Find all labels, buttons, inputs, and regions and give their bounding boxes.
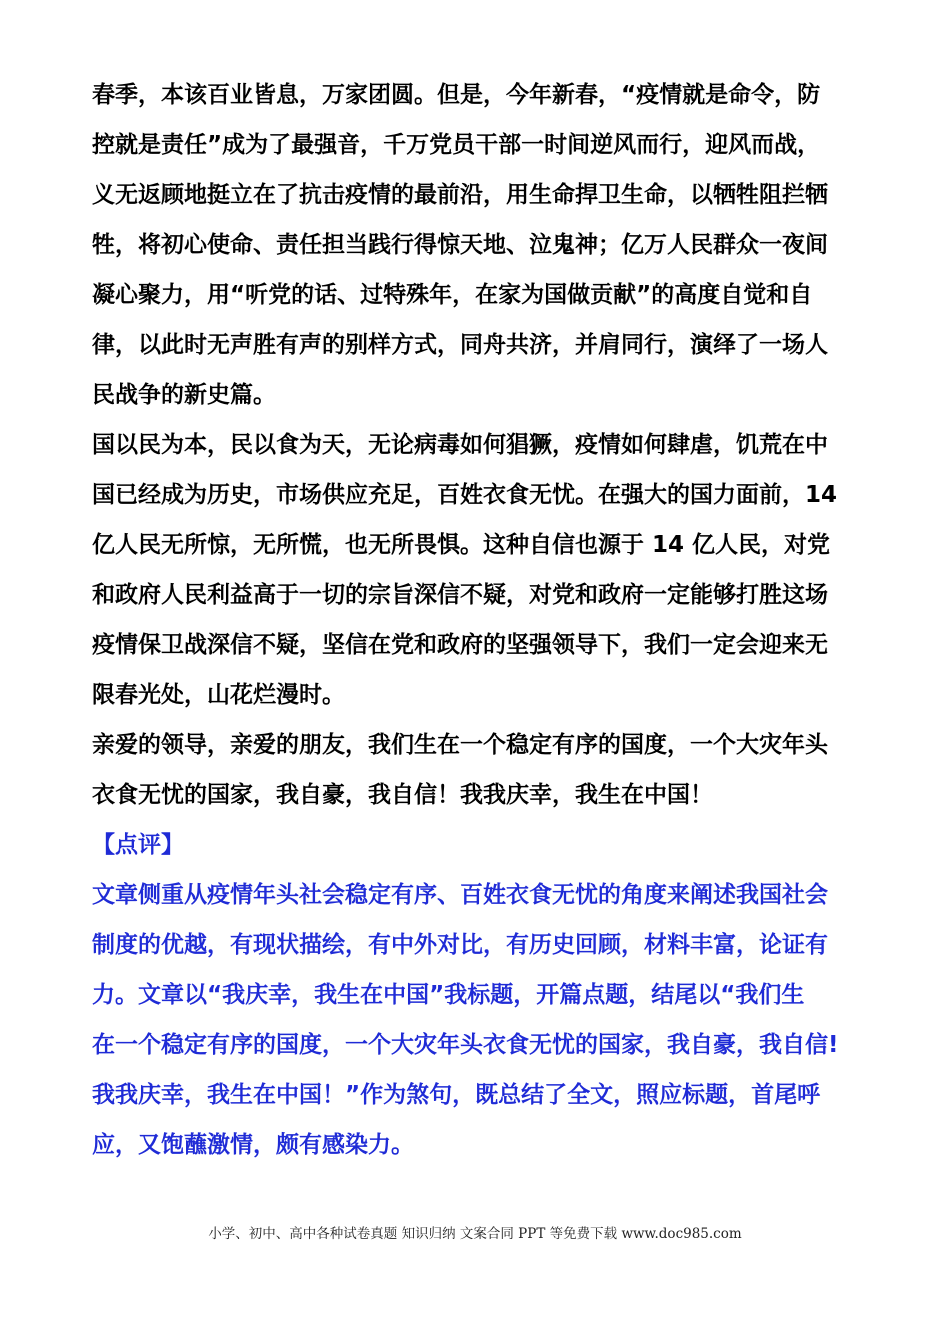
- page-footer: 小学、初中、高中各种试卷真题 知识归纳 文案合同 PPT 等免费下载 www.doc985.com: [208, 1226, 742, 1242]
- paragraph-2: [92, 420, 862, 720]
- text-line: 在一个稳定有序的国度，一个大灾年头衣食无忧的国家，我自豪，我自信!: [92, 1032, 839, 1058]
- text-line: 控就是责任”成为了最强音，千万党员干部一时间逆风而行，迎风而战，: [92, 132, 821, 158]
- text-line: 文章侧重从疫情年头社会稳定有序、百姓衣食无忧的角度来阐述我国社会: [92, 882, 828, 908]
- text-line: 和政府人民利益高于一切的宗旨深信不疑，对党和政府一定能够打胜这场: [92, 582, 828, 608]
- text-line: 限春光处，山花烂漫时。: [92, 682, 345, 708]
- text-line: 我我庆幸，我生在中国！”作为煞句，既总结了全文，照应标题，首尾呼: [92, 1082, 821, 1108]
- text-line: 春季，本该百业皆息，万家团圆。但是，今年新春，“疫情就是命令，防: [92, 82, 821, 108]
- text-line: 国已经成为历史，市场供应充足，百姓衣食无忧。在强大的国力面前，14: [92, 482, 838, 508]
- text-line: 国以民为本，民以食为天，无论病毒如何猖獗，疫情如何肆虐，饥荒在中: [92, 432, 828, 458]
- text-line: 义无返顾地挺立在了抗击疫情的最前沿，用生命捍卫生命，以牺牲阻拦牺: [92, 182, 828, 208]
- text-line: 力。文章以“我庆幸，我生在中国”我标题，开篇点题，结尾以“我们生: [92, 982, 805, 1008]
- text-line: 制度的优越，有现状描绘，有中外对比，有历史回顾，材料丰富，论证有: [92, 932, 828, 958]
- paragraph-3: [92, 720, 862, 820]
- article-body: [92, 70, 862, 1170]
- text-line: 衣食无忧的国家，我自豪，我自信！我我庆幸，我生在中国！: [92, 782, 713, 808]
- comment-title: 【点评】: [92, 832, 184, 858]
- comment-heading: [92, 820, 862, 870]
- text-line: 应，又饱蘸激情，颇有感染力。: [92, 1132, 414, 1158]
- text-line: 亿人民无所惊，无所慌，也无所畏惧。这种自信也源于 14 亿人民，对党: [92, 532, 831, 558]
- comment-body: [92, 870, 862, 1170]
- text-line: 律，以此时无声胜有声的别样方式，同舟共济，并肩同行，演绎了一场人: [92, 332, 828, 358]
- text-line: 凝心聚力，用“听党的话、过特殊年，在家为国做贡献”的高度自觉和自: [92, 282, 813, 308]
- text-line: 民战争的新史篇。: [92, 382, 276, 408]
- paragraph-1: [92, 70, 862, 420]
- text-line: 疫情保卫战深信不疑，坚信在党和政府的坚强领导下，我们一定会迎来无: [92, 632, 828, 658]
- text-line: 亲爱的领导，亲爱的朋友，我们生在一个稳定有序的国度，一个大灾年头: [92, 732, 828, 758]
- text-line: 牲，将初心使命、责任担当践行得惊天地、泣鬼神；亿万人民群众一夜间: [92, 232, 828, 258]
